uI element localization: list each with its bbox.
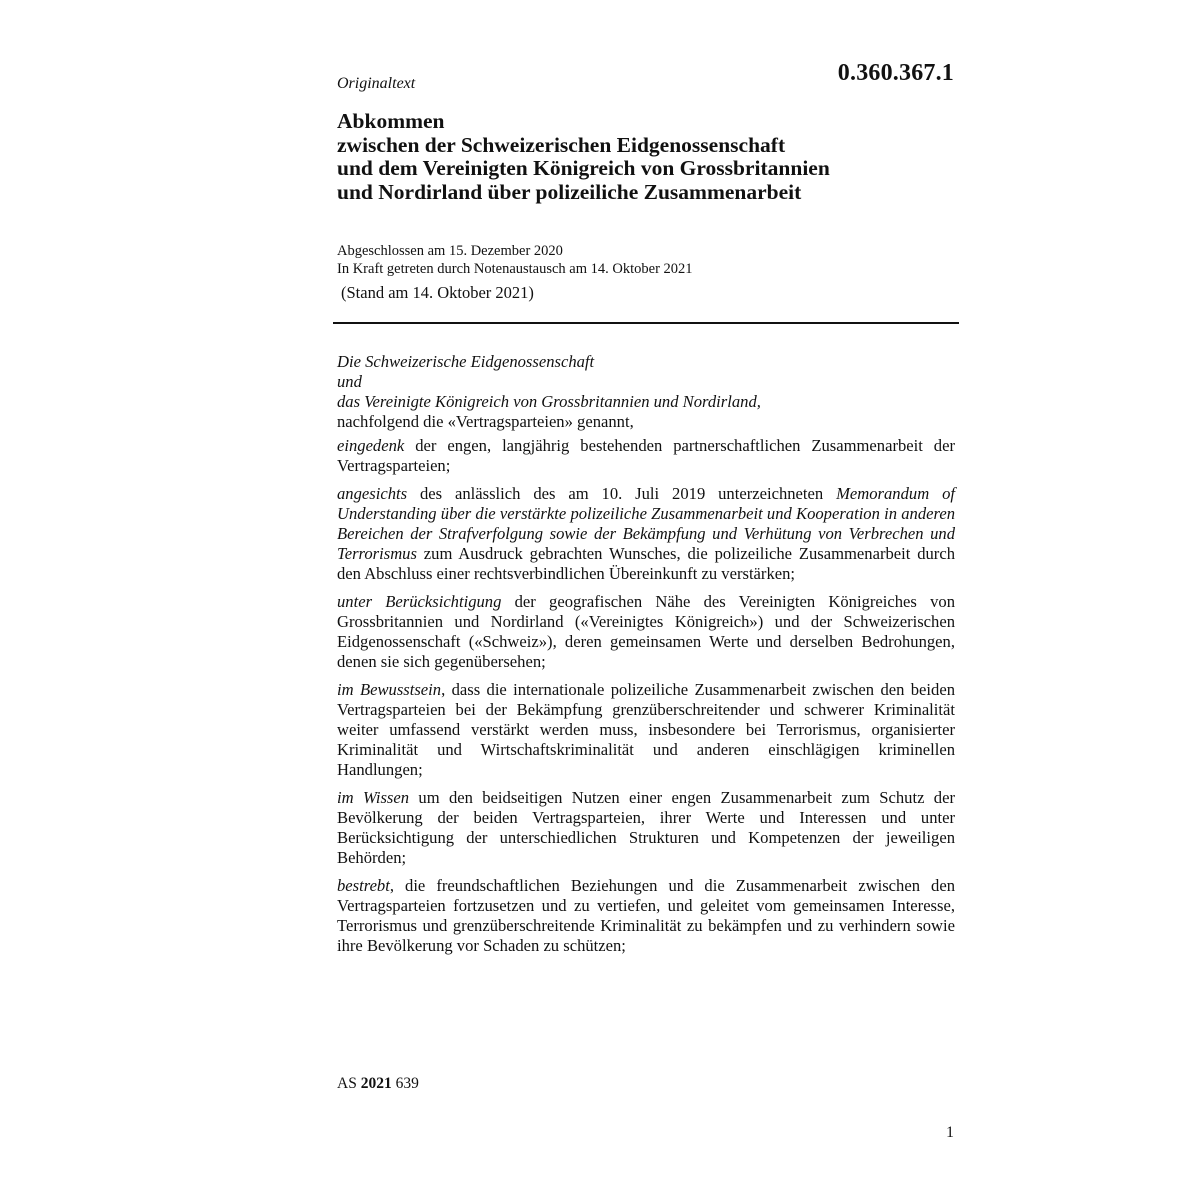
preamble-paragraph (337, 436, 955, 476)
originaltext-label: Originaltext (337, 75, 416, 92)
paragraph-lead: angesichts (337, 484, 408, 503)
title-line: Abkommen (337, 109, 445, 133)
in-force-date: In Kraft getreten durch Notenaustausch am 14. Oktober 2021 (337, 261, 693, 277)
sr-number: 0.360.367.1 (837, 60, 954, 86)
paragraph-text: , dass die internationale polizeiliche Zusammenarbeit zwischen den beiden Vertragsparteien bei der Bekämpfung grenzüberschreitender und schwerer Kriminalität weiter umfassend verstärkt werden muss, insbesondere bei Terrorismus, organisierter Kriminalität und Wirtschaftskriminalität und anderen einschlägigen kriminellen Handlungen; (337, 680, 955, 779)
paragraph-text: des anlässlich des am 10. Juli 2019 unterzeichneten (407, 484, 837, 503)
header-divider (333, 322, 959, 324)
preamble-paragraph (337, 592, 955, 672)
as-year: 2021 (360, 1075, 392, 1092)
title-line: zwischen der Schweizerischen Eidgenossenschaft (337, 132, 786, 157)
title-line: und dem Vereinigten Königreich von Grossbritannien (337, 156, 830, 180)
paragraph-lead: im Bewusstsein (337, 680, 442, 699)
concluded-date: Abgeschlossen am 15. Dezember 2020 (337, 243, 563, 259)
paragraph-lead: unter Berücksichtigung (337, 592, 502, 611)
paragraph-lead: eingedenk (337, 436, 405, 455)
title-line: und Nordirland über polizeiliche Zusammenarbeit (337, 179, 802, 204)
preamble (337, 352, 955, 964)
preamble-paragraph (337, 876, 955, 956)
as-prefix: AS (337, 1075, 357, 1092)
paragraph-text: um den beidseitigen Nutzen einer engen Zusammenarbeit zum Schutz der Bevölkerung der beiden Vertragsparteien, ihrer Werte und Interessen und unter Berücksichtigung der unterschiedlichen Strukturen und Kompetenzen der jeweiligen Behörden; (337, 788, 955, 867)
paragraph-lead: bestrebt (337, 876, 390, 895)
page-number: 1 (946, 1124, 954, 1141)
party-switzerland: Die Schweizerische Eidgenossenschaft (337, 352, 595, 371)
preamble-paragraph (337, 788, 955, 868)
as-page: 639 (395, 1075, 419, 1092)
party-conjunction: und (337, 372, 362, 391)
party-uk: das Vereinigte Königreich von Grossbritannien und Nordirland, (337, 392, 761, 411)
preamble-paragraph (337, 680, 955, 780)
paragraph-text: der engen, langjährig bestehenden partnerschaftlichen Zusammenarbeit der Vertragsparteien; (337, 436, 955, 475)
status-date: (Stand am 14. Oktober 2021) (341, 283, 534, 302)
parties-named: nachfolgend die «Vertragsparteien» genannt, (337, 412, 634, 431)
paragraph-text: , die freundschaftlichen Beziehungen und die Zusammenarbeit zwischen den Vertragsparteien fortzusetzen und zu vertiefen, und geleitet vom gemeinsamen Interesse, Terrorismus und grenzüberschreitende Kriminalität zu bekämpfen und zu verhindern sowie ihre Bevölkerung vor Schaden zu schützen; (337, 876, 955, 955)
parties-block (337, 352, 955, 432)
document-title (337, 110, 977, 204)
preamble-paragraph (337, 484, 955, 584)
paragraph-text: der geografischen Nähe des Vereinigten Königreiches von Grossbritannien und Nordirland («Vereinigtes Königreich») und der Schweizerischen Eidgenossenschaft («Schweiz»), deren gemeinsamen Werte und derselben Bedrohungen, denen sie sich gegenübersehen; (337, 592, 955, 671)
memorandum-title: Memorandum of Understanding über die verstärkte polizeiliche Zusammenarbeit und Kooperation in anderen Bereichen der Strafverfolgung sowie der Bekämpfung und Verhütung von Verbrechen und Terrorismus (337, 484, 955, 563)
official-collection-reference (337, 1075, 419, 1093)
paragraph-lead: im Wissen (337, 788, 410, 807)
paragraph-text: zum Ausdruck gebrachten Wunsches, die polizeiliche Zusammenarbeit durch den Abschluss einer rechtsverbindlichen Übereinkunft zu verstärken; (337, 544, 955, 583)
document-dates (337, 242, 693, 278)
